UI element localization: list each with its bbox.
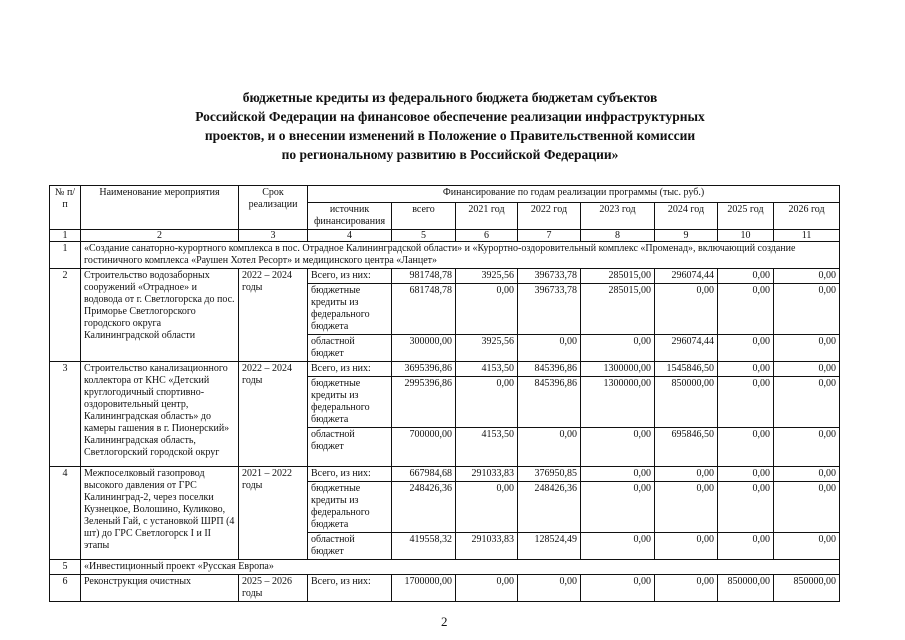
cell-2025: 850000,00 bbox=[718, 575, 774, 602]
cell-2022: 248426,36 bbox=[518, 482, 581, 533]
header-total: всего bbox=[392, 203, 456, 230]
cell-2021: 3925,56 bbox=[456, 335, 518, 362]
row-source: Всего, из них: bbox=[308, 575, 392, 602]
table-row bbox=[50, 362, 840, 377]
section-row bbox=[50, 560, 840, 575]
row-source: Всего, из них: bbox=[308, 467, 392, 482]
col-number: 2 bbox=[81, 230, 239, 242]
cell-2022: 128524,49 bbox=[518, 533, 581, 560]
row-source: областной бюджет bbox=[308, 335, 392, 362]
cell-2026: 0,00 bbox=[774, 269, 840, 284]
table-row bbox=[50, 575, 840, 602]
cell-2025: 0,00 bbox=[718, 335, 774, 362]
col-number: 7 bbox=[518, 230, 581, 242]
cell-2026: 0,00 bbox=[774, 533, 840, 560]
cell-2026: 850000,00 bbox=[774, 575, 840, 602]
row-source: областной бюджет bbox=[308, 428, 392, 467]
cell-2023: 0,00 bbox=[581, 467, 655, 482]
row-no: 4 bbox=[50, 467, 81, 560]
cell-2025: 0,00 bbox=[718, 284, 774, 335]
header-financing: Финансирование по годам реализации программы (тыс. руб.) bbox=[308, 186, 840, 203]
cell-2024: 0,00 bbox=[655, 575, 718, 602]
heading-line: бюджетные кредиты из федерального бюджета бюджетам субъектов bbox=[242, 90, 658, 105]
row-source: Всего, из них: bbox=[308, 362, 392, 377]
cell-2021: 291033,83 bbox=[456, 533, 518, 560]
cell-2022: 396733,78 bbox=[518, 284, 581, 335]
row-source: бюджетные кредиты из федерального бюджета bbox=[308, 377, 392, 428]
cell-2023: 0,00 bbox=[581, 335, 655, 362]
header-2022: 2022 год bbox=[518, 203, 581, 230]
header-2024: 2024 год bbox=[655, 203, 718, 230]
cell-total: 981748,78 bbox=[392, 269, 456, 284]
section-title: «Инвестиционный проект «Русская Европа» bbox=[81, 560, 840, 575]
row-period: 2021 – 2022 годы bbox=[239, 467, 308, 560]
row-period: 2025 – 2026 годы bbox=[239, 575, 308, 602]
cell-2026: 0,00 bbox=[774, 362, 840, 377]
cell-2023: 0,00 bbox=[581, 575, 655, 602]
row-source: областной бюджет bbox=[308, 533, 392, 560]
section-no: 5 bbox=[50, 560, 81, 575]
row-source: Всего, из них: bbox=[308, 269, 392, 284]
cell-2022: 376950,85 bbox=[518, 467, 581, 482]
heading-line: проектов, и о внесении изменений в Положение о Правительственной комиссии bbox=[204, 128, 696, 143]
cell-2021: 0,00 bbox=[456, 284, 518, 335]
page-number: 2 bbox=[441, 614, 448, 629]
cell-2025: 0,00 bbox=[718, 362, 774, 377]
row-period: 2022 – 2024 годы bbox=[239, 362, 308, 467]
header-2023: 2023 год bbox=[581, 203, 655, 230]
cell-2024: 1545846,50 bbox=[655, 362, 718, 377]
row-name: Реконструкция очистных bbox=[81, 575, 239, 602]
cell-2022: 845396,86 bbox=[518, 362, 581, 377]
financing-table bbox=[49, 185, 840, 602]
header-2025: 2025 год bbox=[718, 203, 774, 230]
col-number: 5 bbox=[392, 230, 456, 242]
col-number: 8 bbox=[581, 230, 655, 242]
col-number: 1 bbox=[50, 230, 81, 242]
cell-2024: 0,00 bbox=[655, 482, 718, 533]
header-row bbox=[50, 186, 840, 203]
cell-2025: 0,00 bbox=[718, 269, 774, 284]
cell-2025: 0,00 bbox=[718, 467, 774, 482]
cell-2023: 0,00 bbox=[581, 428, 655, 467]
cell-total: 700000,00 bbox=[392, 428, 456, 467]
row-source: бюджетные кредиты из федерального бюджета bbox=[308, 482, 392, 533]
col-number: 11 bbox=[774, 230, 840, 242]
section-no: 1 bbox=[50, 242, 81, 269]
cell-total: 300000,00 bbox=[392, 335, 456, 362]
col-number: 3 bbox=[239, 230, 308, 242]
col-number: 10 bbox=[718, 230, 774, 242]
cell-2025: 0,00 bbox=[718, 533, 774, 560]
column-number-row bbox=[50, 230, 840, 242]
cell-total: 681748,78 bbox=[392, 284, 456, 335]
cell-2024: 0,00 bbox=[655, 284, 718, 335]
cell-2026: 0,00 bbox=[774, 284, 840, 335]
cell-2024: 695846,50 bbox=[655, 428, 718, 467]
cell-2021: 0,00 bbox=[456, 575, 518, 602]
cell-2024: 296074,44 bbox=[655, 269, 718, 284]
cell-2021: 4153,50 bbox=[456, 428, 518, 467]
cell-2023: 285015,00 bbox=[581, 269, 655, 284]
cell-2022: 0,00 bbox=[518, 575, 581, 602]
row-name: Строительство водозаборных сооружений «Отрадное» и водовода от г. Светлогорска до пос. Приморье Светлогорского городского округа Калининградской области bbox=[81, 269, 239, 362]
cell-2022: 396733,78 bbox=[518, 269, 581, 284]
section-row bbox=[50, 242, 840, 269]
header-source: источник финансирования bbox=[308, 203, 392, 230]
cell-2021: 0,00 bbox=[456, 482, 518, 533]
cell-2025: 0,00 bbox=[718, 482, 774, 533]
heading-line: по региональному развитию в Российской Федерации» bbox=[281, 147, 619, 162]
header-period: Срок реализации bbox=[239, 186, 308, 230]
cell-2026: 0,00 bbox=[774, 428, 840, 467]
col-number: 4 bbox=[308, 230, 392, 242]
cell-2026: 0,00 bbox=[774, 377, 840, 428]
row-source: бюджетные кредиты из федерального бюджета bbox=[308, 284, 392, 335]
section-title: «Создание санаторно-курортного комплекса в пос. Отрадное Калининградской области» и «Курортно-оздоровительный комплекс «Променад», включающий создание гостиничного комплекса «Раушен Хотел Ресорт» и медицинского центра «Ланцет» bbox=[81, 242, 840, 269]
cell-2023: 1300000,00 bbox=[581, 377, 655, 428]
row-name: Строительство канализационного коллектора от КНС «Детский круглогодичный спортивно-оздоровительный центр, Калининградская область» до камеры гашения в г. Пионерский» Калининградская область, Светлогорский городской округ bbox=[81, 362, 239, 467]
cell-2021: 4153,50 bbox=[456, 362, 518, 377]
cell-total: 1700000,00 bbox=[392, 575, 456, 602]
table-row bbox=[50, 269, 840, 284]
row-no: 2 bbox=[50, 269, 81, 362]
cell-2022: 845396,86 bbox=[518, 377, 581, 428]
cell-2021: 291033,83 bbox=[456, 467, 518, 482]
cell-2021: 3925,56 bbox=[456, 269, 518, 284]
row-period: 2022 – 2024 годы bbox=[239, 269, 308, 362]
cell-2023: 0,00 bbox=[581, 533, 655, 560]
cell-total: 419558,32 bbox=[392, 533, 456, 560]
cell-2023: 285015,00 bbox=[581, 284, 655, 335]
cell-2025: 0,00 bbox=[718, 377, 774, 428]
cell-2022: 0,00 bbox=[518, 335, 581, 362]
col-number: 9 bbox=[655, 230, 718, 242]
cell-total: 248426,36 bbox=[392, 482, 456, 533]
col-number: 6 bbox=[456, 230, 518, 242]
document-heading bbox=[120, 88, 780, 164]
cell-2021: 0,00 bbox=[456, 377, 518, 428]
header-2021: 2021 год bbox=[456, 203, 518, 230]
header-2026: 2026 год bbox=[774, 203, 840, 230]
cell-2024: 0,00 bbox=[655, 467, 718, 482]
row-no: 3 bbox=[50, 362, 81, 467]
cell-2025: 0,00 bbox=[718, 428, 774, 467]
header-name: Наименование мероприятия bbox=[81, 186, 239, 230]
heading-line: Российской Федерации на финансовое обеспечение реализации инфраструктурных bbox=[195, 109, 705, 124]
cell-2024: 0,00 bbox=[655, 533, 718, 560]
cell-2023: 1300000,00 bbox=[581, 362, 655, 377]
cell-total: 3695396,86 bbox=[392, 362, 456, 377]
cell-2024: 296074,44 bbox=[655, 335, 718, 362]
cell-2022: 0,00 bbox=[518, 428, 581, 467]
cell-2026: 0,00 bbox=[774, 335, 840, 362]
cell-total: 2995396,86 bbox=[392, 377, 456, 428]
cell-2026: 0,00 bbox=[774, 467, 840, 482]
cell-2024: 850000,00 bbox=[655, 377, 718, 428]
cell-2023: 0,00 bbox=[581, 482, 655, 533]
cell-2026: 0,00 bbox=[774, 482, 840, 533]
table-row bbox=[50, 467, 840, 482]
header-no: № п/п bbox=[50, 186, 81, 230]
row-name: Межпоселковый газопровод высокого давления от ГРС Калининград-2, через поселки Кузнецкое, Волошино, Куликово, Зеленый Гай, с установкой ШРП (4 шт) до ГРС Светлогорск I и II этапы bbox=[81, 467, 239, 560]
cell-total: 667984,68 bbox=[392, 467, 456, 482]
row-no: 6 bbox=[50, 575, 81, 602]
